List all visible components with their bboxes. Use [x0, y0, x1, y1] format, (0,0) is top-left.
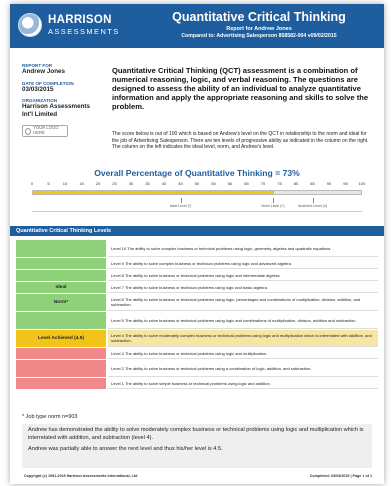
scale-marker-label: Norm Level (+): [261, 204, 285, 208]
footer-copyright: Copyright (c) 1991-2015 Harrison Assessments International, Ltd: [24, 474, 138, 478]
scale-tick: 70: [260, 181, 266, 186]
org-value: Harrison Assessments Int'l Limited: [22, 103, 91, 118]
level-indicator: Norm*: [16, 294, 106, 311]
scale-tick: 40: [161, 181, 167, 186]
level-description: Level 5 The ability to solve business or technical problems using logic and combinations of multiplication, division, addition and subtraction.: [108, 312, 378, 329]
percentage-scale: [30, 181, 366, 221]
level-indicator: [16, 240, 106, 257]
level-description: Level 10 The ability to solve complex business or technical problems using logic, geometry, algebra and quadratic equations.: [108, 240, 378, 257]
scale-tick: 30: [128, 181, 134, 186]
level-row: [16, 282, 378, 294]
level-indicator: [16, 270, 106, 281]
scale-marker: [181, 198, 182, 203]
level-indicator: Ideal: [16, 282, 106, 293]
level-row: [16, 312, 378, 330]
report-page: [10, 4, 384, 484]
scale-tick: 55: [211, 181, 216, 186]
summary-paragraph: Andrew was partially able to answer the next level and thus his/her level is 4.5.: [28, 445, 223, 452]
scale-tick: 90: [326, 181, 332, 186]
placeholder-logo-text: YOUR LOGO HERE: [33, 125, 59, 135]
scale-tick: 25: [112, 181, 117, 186]
scale-tick: 95: [343, 181, 348, 186]
report-for-value: Andrew Jones: [22, 68, 66, 75]
level-indicator: [16, 360, 106, 377]
intro-paragraph: Quantitative Critical Thinking (QCT) assessment is a combination of numerical reasoning, logic, and verbal reasoning. The questions are designed to assess the ability of an individual to analyze quantitative information and apply the appropriate reasoning and skills to solve the problem.: [112, 66, 369, 111]
scale-tick: 10: [62, 181, 68, 186]
scale-tick: 5: [47, 181, 50, 186]
level-indicator: [16, 378, 106, 389]
level-description: Level 7 The ability to solve business or technical problems using logic and basic algebra.: [108, 282, 378, 293]
level-indicator: Level Achieved (4.5): [16, 330, 106, 347]
scale-tick: 15: [79, 181, 84, 186]
scale-tick: 35: [145, 181, 150, 186]
harrison-logo: [18, 13, 128, 39]
footer-completed: Completed: 03/03/2015 | Page 1 of 1: [309, 474, 372, 478]
level-row: [16, 348, 378, 360]
level-description: Level 6 The ability to solve business or technical problems using logic, percentages and combinations of multiplication, division, addition, and subtraction.: [108, 294, 378, 311]
levels-heading: Quantitative Critical Thinking Levels: [10, 226, 384, 236]
logo-name: HARRISON: [48, 14, 112, 26]
placeholder-logo-icon: [25, 128, 31, 135]
date-value: 03/03/2015: [22, 85, 54, 93]
report-sidebar: [22, 58, 102, 137]
report-for-label: REPORT FOR: [22, 63, 53, 68]
scale-tick: 0: [30, 181, 34, 186]
report-header: [10, 4, 384, 48]
date-label: DATE OF COMPLETION: [22, 80, 74, 86]
scale-ticks: [30, 181, 366, 189]
scale-marker: [273, 198, 274, 203]
scale-tick: 45: [178, 181, 183, 186]
scale-tick: 85: [310, 181, 315, 186]
levels-table: [16, 240, 378, 390]
level-row: [16, 294, 378, 312]
level-row: [16, 378, 378, 390]
report-title: Quantitative Critical Thinking: [172, 10, 346, 24]
level-row: [16, 240, 378, 258]
level-indicator: [16, 258, 106, 269]
scale-tick: 20: [95, 181, 101, 186]
level-description: Level 4 The ability to solve moderately complex business or technical problems using logic and multiplication which is interrelated with addition, and subtraction.: [108, 330, 378, 347]
level-row: [16, 330, 378, 348]
scale-marker: [313, 198, 314, 203]
scale-tick: 100: [358, 181, 366, 186]
level-indicator: [16, 348, 106, 359]
report-subtitle: Report for Andrew Jones: [226, 26, 292, 32]
summary-box: [22, 424, 372, 468]
your-logo-placeholder: [22, 125, 68, 137]
summary-paragraph: Andrew has demonstrated the ability to solve moderately complex business or technical problems using logic and multiplication which is interrelated with addition, and subtraction (level 4).: [28, 427, 364, 441]
norm-note: * Job type norm n=903: [22, 414, 78, 420]
scale-tick: 80: [293, 181, 299, 186]
scale-marker-label: Andrew's Level (4): [298, 204, 327, 208]
divider: [32, 211, 362, 212]
report-compared: Compared to: Advertising Salesperson 858582-004 v09/02/2015: [181, 33, 337, 39]
logo-emblem-icon: [18, 13, 42, 37]
level-description: Level 3 The ability to solve business or technical problems using logic and multiplication.: [108, 348, 378, 359]
percentage-bar-fill: [33, 191, 274, 194]
scale-markers: [32, 198, 362, 208]
level-row: [16, 360, 378, 378]
level-description: Level 2 The ability to solve business or technical problems using a combination of logic, addition, and subtraction.: [108, 360, 378, 377]
scale-marker-label: Ideal Level (*): [169, 204, 192, 208]
explain-paragraph: The score below is out of 100 which is based on Andrew's level on the QCT in relationship to the norm and ideal for the job of Advertising Salesperson. There are ten levels of progressive ability as indicated in the column on the right. The column on the left indicates the ideal level, norm, and Andrew's level.: [112, 131, 369, 151]
level-description: Level 8 The ability to solve business or technical problems using logic and intermediate algebra.: [108, 270, 378, 281]
percentage-bar-track: [32, 190, 362, 195]
scale-tick: 60: [227, 181, 233, 186]
level-indicator: [16, 312, 106, 329]
scale-tick: 65: [244, 181, 249, 186]
scale-tick: 50: [194, 181, 200, 186]
level-description: Level 1 The ability to solve simple business or technical problems using logic and addition.: [108, 378, 378, 389]
logo-sub: ASSESSMENTS: [48, 27, 120, 36]
level-row: [16, 258, 378, 270]
scale-tick: 75: [277, 181, 282, 186]
level-description: Level 9 The ability to solve complex business or technical problems using logic and advanced algebra.: [108, 258, 378, 269]
org-label: ORGANIZATION: [22, 98, 58, 103]
overall-percentage-heading: Overall Percentage of Quantitative Thinking = 73%: [94, 168, 300, 178]
level-row: [16, 270, 378, 282]
